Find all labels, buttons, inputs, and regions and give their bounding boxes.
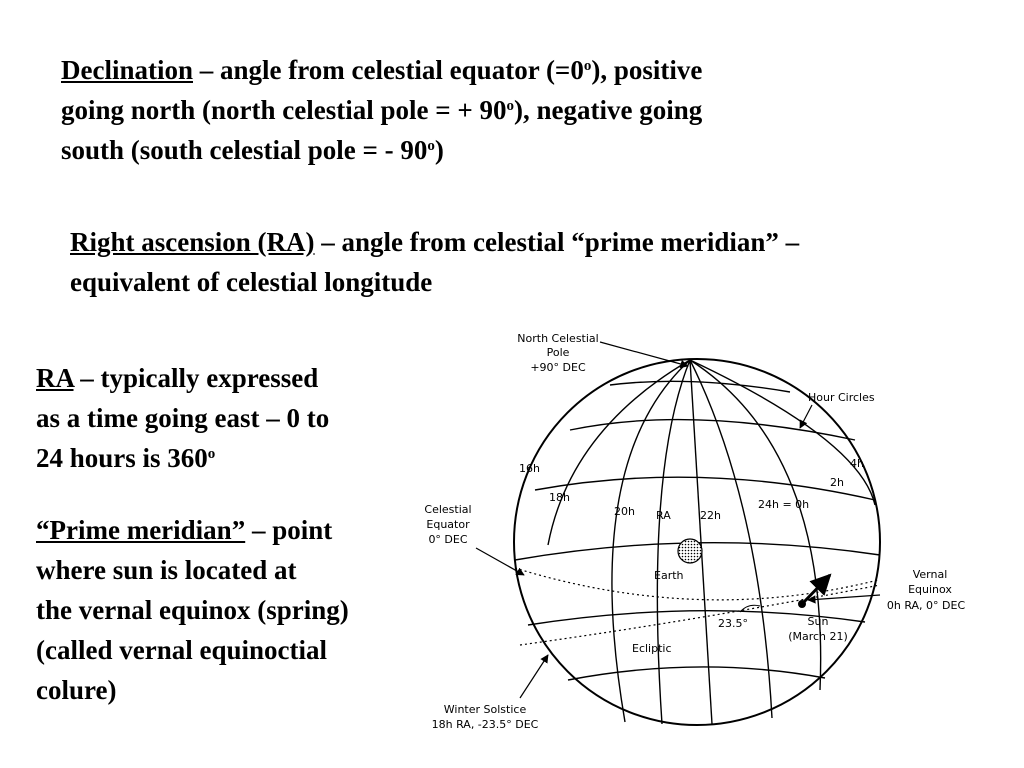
earth-label: Earth [654,569,684,582]
right-ascension-term: Right ascension (RA) [70,227,315,257]
equator-dotted-line [515,568,878,600]
ra-term: RA [36,363,74,393]
ncp-label-1: North Celestial [517,332,599,345]
ncp-label-2: Pole [546,346,570,359]
ncp-label-3: +90° DEC [530,361,586,374]
sun-label-1: Sun [807,615,829,628]
winter-label-1: Winter Solstice [443,703,527,716]
ecliptic-label: Ecliptic [632,642,672,655]
ra-time-paragraph: RA – typically expressed as a time going east – 0 to 24 hours is 360$^o$ [36,363,330,473]
celestial-sphere-diagram [400,322,1000,768]
hour-16-label: 16h [519,462,540,475]
hour-24-label: 24h = 0h [758,498,810,511]
vernal-label-1: Vernal [912,568,948,581]
equator-label-3: 0° DEC [428,533,468,546]
winter-label-2: 18h RA, -23.5° DEC [431,718,539,731]
right-ascension-paragraph: Right ascension (RA) – angle from celestial “prime meridian” – equivalent of celestial longitude [70,227,800,297]
hour-20-label: 20h [614,505,635,518]
hour-18-label: 18h [549,491,570,504]
tilt-label: 23.5° [718,617,748,630]
hour-4-label: 4h [850,457,864,470]
hour-circles-label: Hour Circles [808,391,875,404]
declination-paragraph: Declination – angle from celestial equator $(=0^o)$, positive going north (north celestial pole = + $90^o$), negative going south (south celestial pole = - 90$^o$) [61,55,703,165]
prime-meridian-paragraph: “Prime meridian” – point where sun is located at the vernal equinox (spring) (called vernal equinoctial colure) [36,515,349,705]
declination-term: Declination [61,55,193,85]
equator-label-2: Equator [426,518,470,531]
sun-label-2: (March 21) [788,630,848,643]
prime-meridian-term: “Prime meridian” [36,515,246,545]
earth-icon [678,539,702,563]
vernal-label-2: Equinox [908,583,952,596]
ra-label: RA [656,509,671,522]
hour-22-label: 22h [700,509,721,522]
equator-label-1: Celestial [424,503,472,516]
vernal-label-3: 0h RA, 0° DEC [886,599,966,612]
hour-2-label: 2h [830,476,844,489]
